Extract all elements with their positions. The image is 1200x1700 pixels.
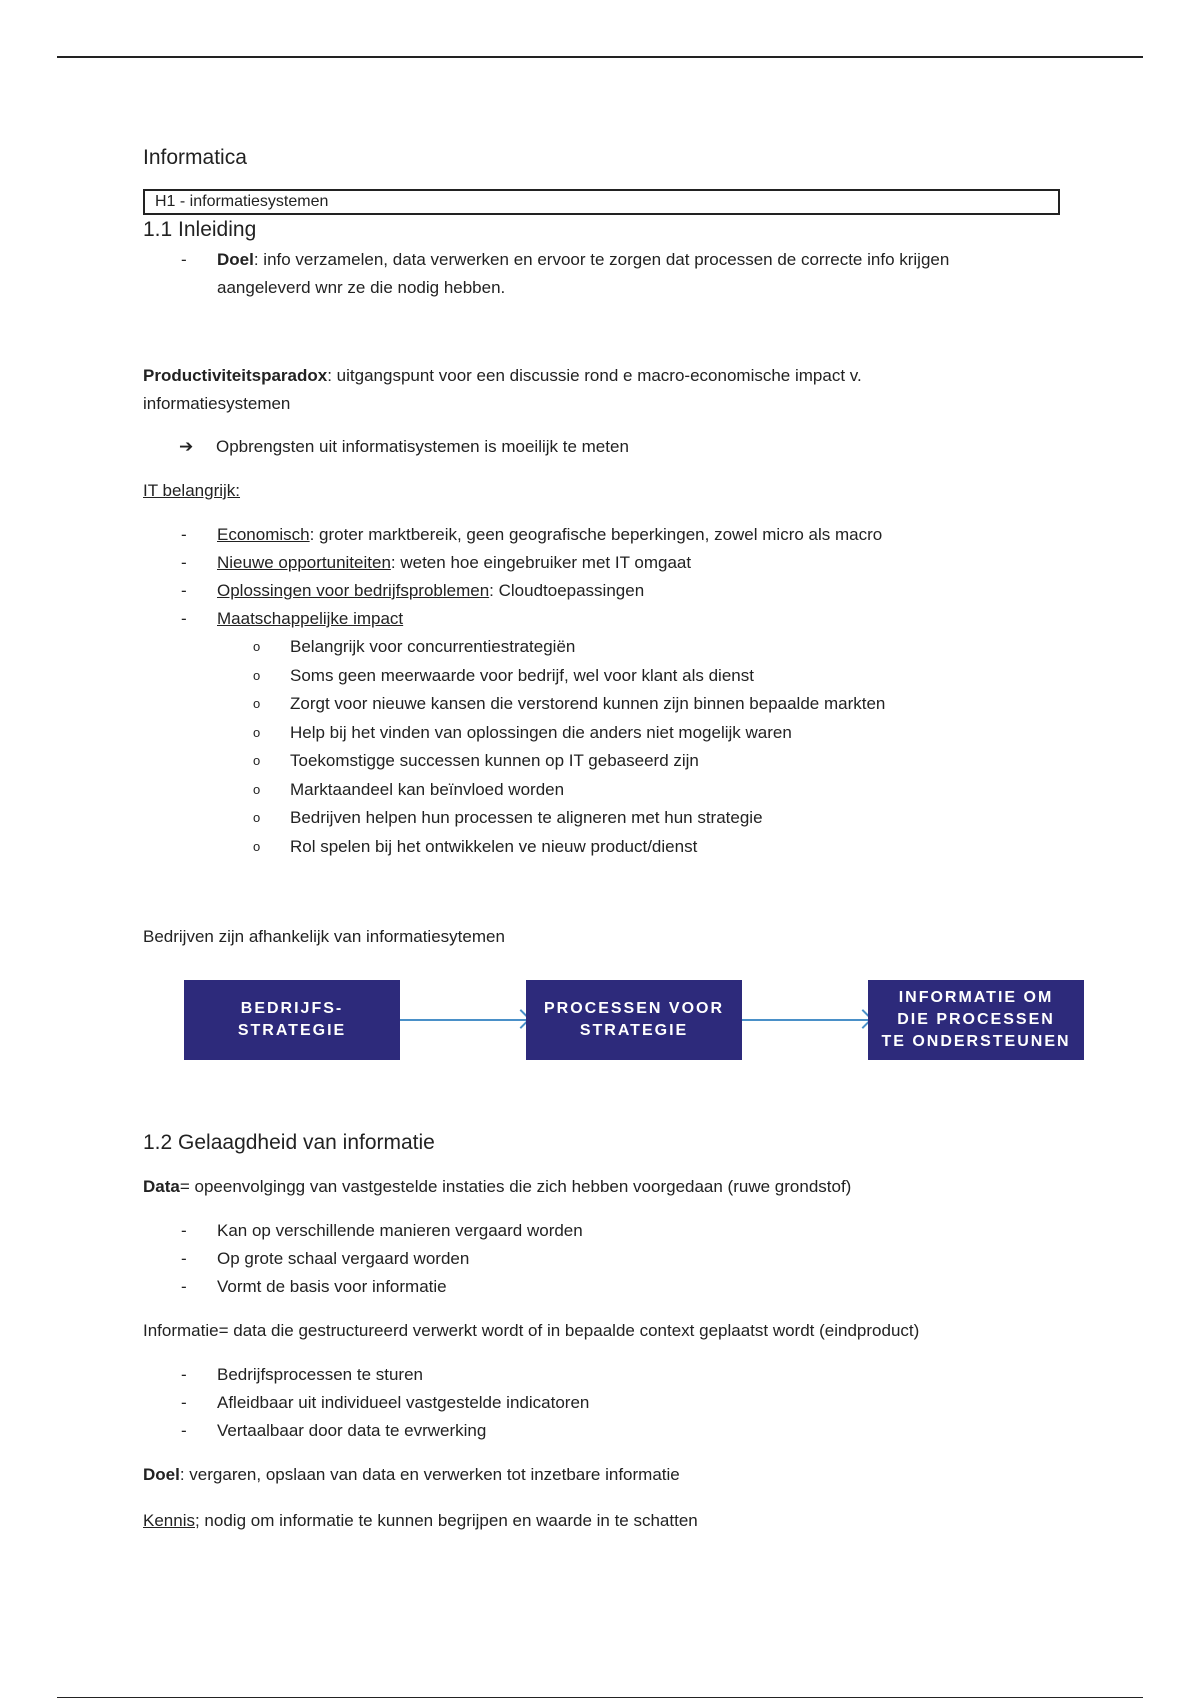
impact-subitem (143, 662, 1083, 691)
dash-bullet: - (181, 609, 187, 628)
it-important-heading (143, 477, 1083, 505)
doel-definition (143, 1461, 1083, 1489)
impact-subitem-text: Zorgt voor nieuwe kansen die verstorend kunnen zijn binnen bepaalde markten (290, 694, 886, 713)
header-rule (57, 56, 1143, 58)
impact-subitem-text: Marktaandeel kan beïnvloed worden (290, 779, 565, 799)
data-item (143, 1273, 1083, 1301)
info-item-text: Bedrijfsprocessen te sturen (217, 1365, 423, 1384)
circle-bullet-icon: o (253, 639, 261, 654)
it-item-text: : Cloudtoepassingen (489, 581, 645, 600)
impact-subitem-text: Help bij het vinden van oplossingen die anders niet mogelijk waren (290, 722, 792, 742)
arrow-right-icon: ➔ (179, 437, 194, 456)
dependency-text: Bedrijven zijn afhankelijk van informatiesytemen (143, 927, 505, 946)
doel-list (143, 246, 1083, 302)
info-definition: Informatie= data die gestructureerd verwerkt wordt of in bepaalde context geplaatst wordt (eindproduct) (143, 1321, 920, 1340)
it-item-oplossingen (143, 577, 1083, 605)
circle-bullet-icon: o (253, 753, 261, 768)
diagram-box-processes: PROCESSEN VOOR STRATEGIE (526, 980, 742, 1060)
it-item-label: Oplossingen voor bedrijfsproblemen (217, 581, 490, 600)
paradox-text-1: : uitgangspunt voor een discussie rond e macro-economische impact v. (327, 366, 862, 385)
doel-label: Doel (217, 250, 254, 269)
it-item-text: : weten hoe eingebruiker met IT omgaat (390, 553, 692, 572)
impact-subitem (143, 747, 1083, 776)
impact-subitem (143, 833, 1083, 862)
impact-subitem-text: Soms geen meerwaarde voor bedrijf, wel voor klant als dienst (290, 665, 754, 685)
data-item-text: Op grote schaal vergaard worden (217, 1249, 470, 1268)
it-item-maatschappelijk (143, 605, 1083, 633)
kennis-label: Kennis (143, 1511, 195, 1530)
it-item-label: Economisch (217, 525, 310, 544)
doel-label-2: Doel (143, 1465, 180, 1484)
dash-bullet: - (181, 1249, 187, 1268)
impact-subitem (143, 690, 1083, 719)
data-label: Data (143, 1177, 180, 1196)
page-content (143, 143, 1083, 951)
info-item-text: Afleidbaar uit individueel vastgestelde indicatoren (217, 1393, 590, 1412)
info-item (143, 1361, 1083, 1389)
data-item (143, 1245, 1083, 1273)
dash-bullet: - (181, 581, 187, 600)
chapter-box: H1 - informatiesystemen (143, 189, 1060, 215)
dash-bullet: - (181, 1221, 187, 1240)
section-1-heading: 1.1 Inleiding (143, 218, 257, 241)
data-item-text: Kan op verschillende manieren vergaard worden (217, 1221, 583, 1240)
section-2-content (143, 1128, 1083, 1535)
data-item-text: Vormt de basis voor informatie (217, 1277, 447, 1296)
doel-text-2b: : vergaren, opslaan van data en verwerken tot inzetbare informatie (179, 1465, 680, 1484)
data-item (143, 1217, 1083, 1245)
paradox-arrow-text: Opbrengsten uit informatisystemen is moeilijk te meten (216, 437, 629, 456)
it-item-economisch (143, 521, 1083, 549)
doel-item (143, 246, 1083, 302)
it-item-text: : groter marktbereik, geen geografische beperkingen, zowel micro als macro (309, 525, 883, 544)
impact-subitem (143, 633, 1083, 662)
circle-bullet-icon: o (253, 724, 261, 740)
section-2-heading: 1.2 Gelaagdheid van informatie (143, 1131, 435, 1154)
it-item-opportuniteiten (143, 549, 1083, 577)
paradox-label: Productiviteitsparadox (143, 366, 328, 385)
strategy-flow-diagram (0, 980, 1200, 1064)
it-item-label: Nieuwe opportuniteiten (217, 553, 391, 572)
paradox-text-2: informatiesystemen (143, 394, 291, 413)
dash-bullet: - (181, 1277, 187, 1296)
diagram-arrow-1 (400, 1019, 526, 1021)
paradox-arrow-item (143, 433, 1083, 461)
diagram-box-information: INFORMATIE OM DIE PROCESSEN TE ONDERSTEUNEN (868, 980, 1084, 1060)
info-item (143, 1389, 1083, 1417)
info-item (143, 1417, 1083, 1445)
it-important-list (143, 521, 1083, 633)
impact-subitem (143, 804, 1083, 833)
circle-bullet-icon: o (253, 838, 261, 854)
circle-bullet-icon: o (253, 667, 261, 683)
impact-subitem-text: Bedrijven helpen hun processen te aligneren met hun strategie (290, 808, 763, 827)
diagram-box-strategy: BEDRIJFS- STRATEGIE (184, 980, 400, 1060)
doel-text-1: : info verzamelen, data verwerken en ervoor te zorgen dat processen de correcte info krijgen (253, 250, 950, 269)
footer-rule (57, 1697, 1143, 1698)
impact-subitem-text: Belangrijk voor concurrentiestrategiën (290, 637, 576, 656)
dash-bullet: - (181, 1421, 187, 1440)
dash-bullet: - (181, 1365, 187, 1384)
impact-sublist (143, 633, 1083, 861)
it-item-label: Maatschappelijke impact (217, 609, 404, 628)
dash-bullet: - (181, 1393, 187, 1412)
data-definition (143, 1173, 1083, 1201)
impact-subitem (143, 776, 1083, 805)
circle-bullet-icon: o (253, 810, 261, 825)
info-list (143, 1361, 1083, 1445)
kennis-definition (143, 1507, 1083, 1535)
data-text: = opeenvolgingg van vastgestelde instaties die zich hebben voorgedaan (ruwe grondstof) (179, 1177, 852, 1196)
diagram-arrow-2 (742, 1019, 868, 1021)
kennis-text: ; nodig om informatie te kunnen begrijpen en waarde in te schatten (194, 1511, 698, 1530)
dash-bullet: - (181, 553, 187, 572)
paradox-paragraph (143, 362, 1083, 418)
data-list (143, 1217, 1083, 1301)
impact-subitem (143, 719, 1083, 748)
info-item-text: Vertaalbaar door data te evrwerking (217, 1421, 487, 1440)
doel-text-2: aangeleverd wnr ze die nodig hebben. (217, 278, 506, 297)
dash-bullet: - (181, 525, 187, 544)
dash-bullet: - (181, 250, 187, 269)
circle-bullet-icon: o (253, 781, 261, 797)
circle-bullet-icon: o (253, 696, 261, 711)
impact-subitem-text: Toekomstigge successen kunnen op IT gebaseerd zijn (290, 751, 699, 770)
it-important-heading-text: IT belangrijk: (143, 481, 241, 500)
document-title: Informatica (143, 146, 247, 169)
impact-subitem-text: Rol spelen bij het ontwikkelen ve nieuw product/dienst (290, 836, 698, 856)
